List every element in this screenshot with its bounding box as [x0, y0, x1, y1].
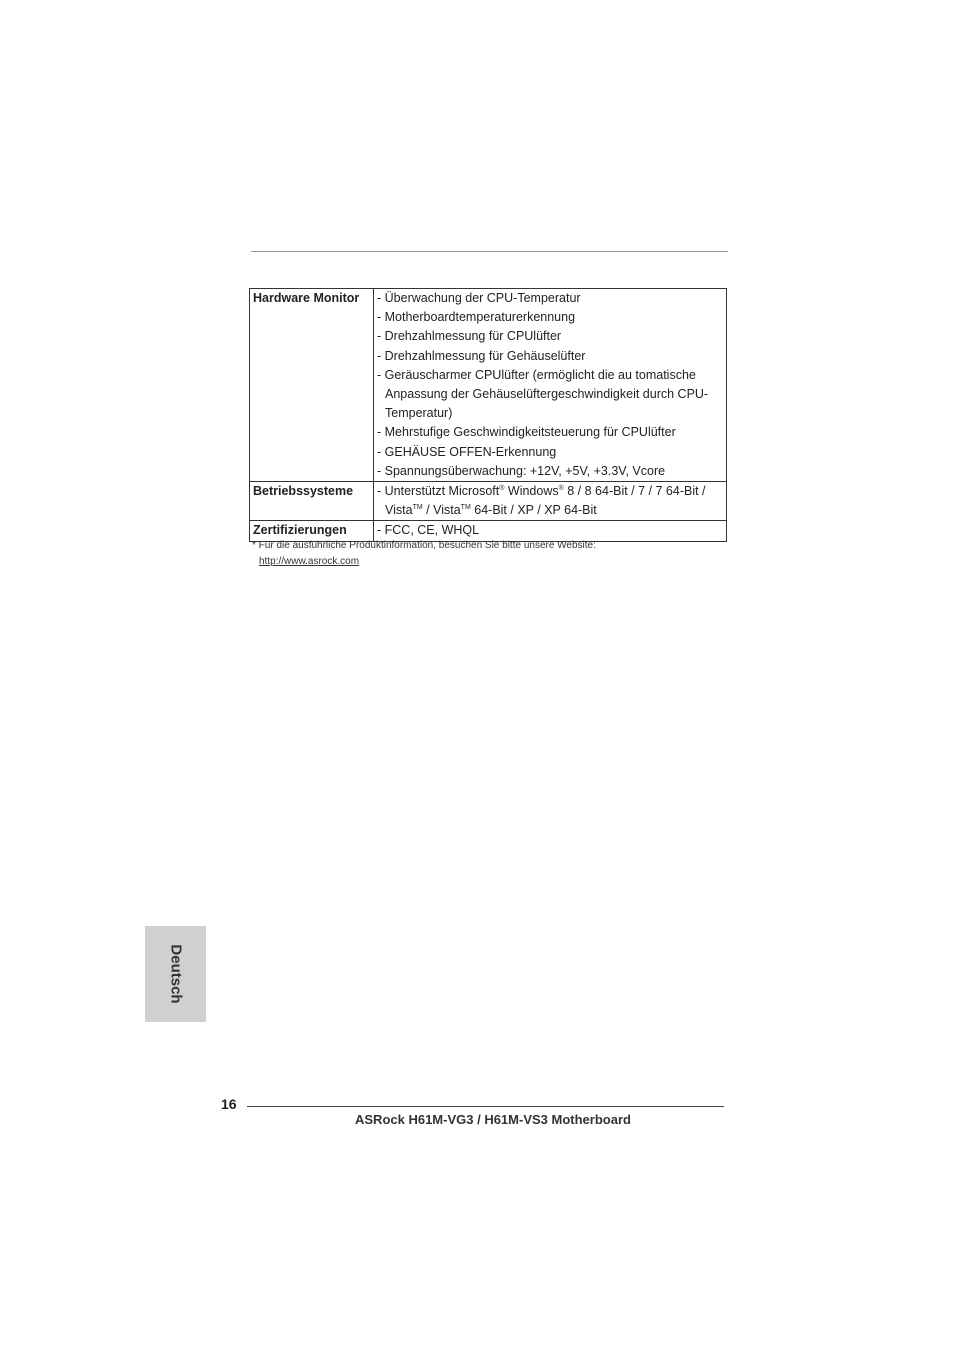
table-row — [250, 482, 727, 521]
spec-line: - Spannungsüberwachung: +12V, +5V, +3.3V, Vcore — [377, 463, 666, 478]
spec-line: - Motherboardtemperaturerkennung — [377, 310, 576, 325]
spec-line: - FCC, CE, WHQL — [377, 523, 480, 538]
trademark-mark: TM — [460, 504, 471, 512]
trademark-mark: TM — [412, 504, 423, 512]
os-support-line — [377, 501, 723, 520]
row-label: Zertifizierungen — [250, 521, 374, 541]
spec-line: - Drehzahlmessung für Gehäuselüfter — [377, 348, 586, 363]
footnote — [252, 538, 596, 570]
registered-mark: ® — [499, 485, 505, 493]
row-value — [374, 482, 727, 521]
os-support-line — [377, 482, 723, 501]
spec-line: - Drehzahlmessung für CPUlüfter — [377, 329, 562, 344]
footer-title: ASRock H61M-VG3 / H61M-VS3 Motherboard — [355, 1112, 631, 1127]
os-text: / Vista — [422, 503, 461, 518]
language-tab-label: Deutsch — [167, 944, 184, 1004]
row-value — [374, 289, 727, 482]
spec-line: - Mehrstufige Geschwindigkeitsteuerung für CPUlüfter — [377, 425, 676, 440]
website-link[interactable]: http://www.asrock.com — [259, 556, 360, 567]
row-label: Hardware Monitor — [250, 289, 374, 482]
row-label: Betriebssysteme — [250, 482, 374, 521]
os-text: Vista — [385, 503, 413, 518]
spec-line: Temperatur) — [385, 406, 453, 421]
specification-table — [249, 288, 727, 542]
os-text: 64-Bit / XP / XP 64-Bit — [470, 503, 597, 518]
registered-mark: ® — [558, 485, 564, 493]
top-divider — [251, 251, 728, 252]
os-text: - Unterstützt Microsoft — [377, 484, 500, 499]
footnote-text: * Für die ausführliche Produktinformation, besuchen Sie bitte unsere Website: — [252, 540, 596, 551]
spec-line: - GEHÄUSE OFFEN-Erkennung — [377, 444, 557, 459]
table-row — [250, 289, 727, 482]
spec-line: - Überwachung der CPU-Temperatur — [377, 291, 581, 305]
spec-line: Anpassung der Gehäuselüftergeschwindigkeit durch CPU- — [385, 387, 709, 402]
spec-line: - Geräuscharmer CPUlüfter (ermöglicht die au tomatische — [377, 367, 696, 382]
os-text: Windows — [504, 484, 559, 499]
os-text: 8 / 8 64-Bit / 7 / 7 64-Bit / — [563, 484, 706, 499]
footer-divider — [247, 1106, 724, 1107]
language-tab — [145, 926, 206, 1022]
page-number: 16 — [221, 1096, 237, 1112]
